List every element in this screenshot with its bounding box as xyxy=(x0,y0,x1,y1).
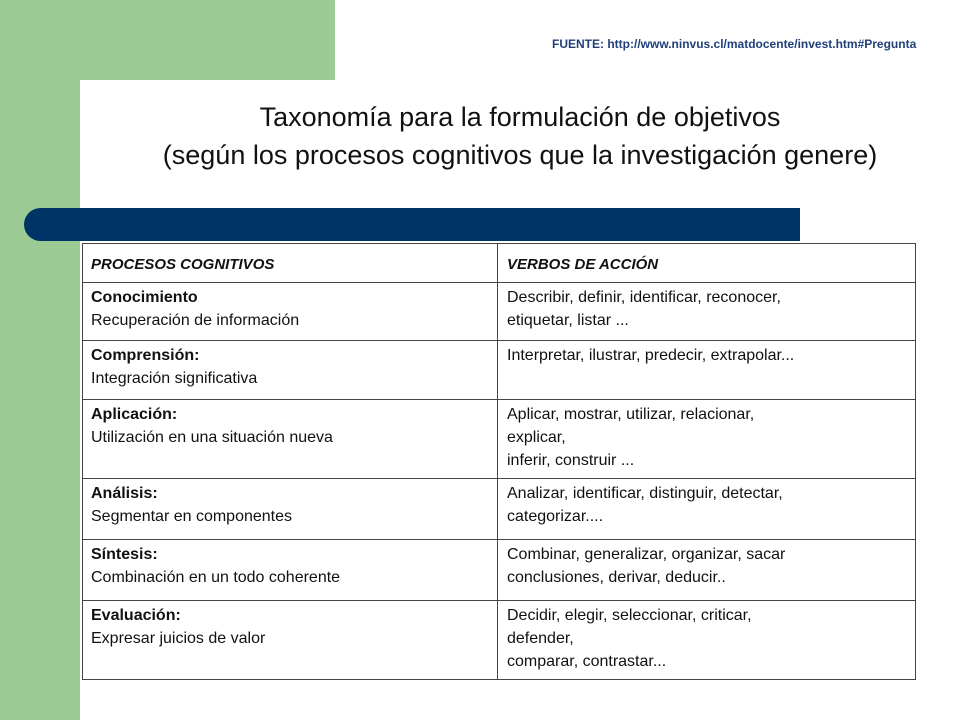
process-description: Segmentar en componentes xyxy=(91,508,293,525)
taxonomy-table xyxy=(82,243,916,680)
process-description: Recuperación de información xyxy=(91,312,300,329)
decorative-green-left-band xyxy=(0,0,80,720)
verbs-line: categorizar.... xyxy=(507,508,604,525)
verbs-line: Decidir, elegir, seleccionar, criticar, xyxy=(507,607,752,624)
verbs-line: conclusiones, derivar, deducir.. xyxy=(507,569,726,586)
header-action-verbs: VERBOS DE ACCIÓN xyxy=(498,244,916,283)
verbs-line: Analizar, identificar, distinguir, detectar, xyxy=(507,485,783,502)
verbs-cell xyxy=(498,479,916,540)
process-description: Utilización en una situación nueva xyxy=(91,429,333,446)
process-name: Análisis: xyxy=(91,485,158,502)
verbs-line: Interpretar, ilustrar, predecir, extrapolar... xyxy=(507,347,795,364)
verbs-line: explicar, xyxy=(507,429,566,446)
decorative-blue-bar xyxy=(24,208,800,241)
process-cell xyxy=(83,341,498,400)
verbs-cell xyxy=(498,283,916,341)
source-reference: FUENTE: http://www.ninvus.cl/matdocente/invest.htm#Pregunta xyxy=(552,37,917,51)
slide-title xyxy=(80,98,960,174)
verbs-line: etiquetar, listar ... xyxy=(507,312,629,329)
process-cell xyxy=(83,283,498,341)
process-cell xyxy=(83,479,498,540)
verbs-line: Combinar, generalizar, organizar, sacar xyxy=(507,546,786,563)
verbs-line: comparar, contrastar... xyxy=(507,653,667,670)
process-description: Expresar juicios de valor xyxy=(91,630,266,647)
table-row xyxy=(83,479,916,540)
table-header-row xyxy=(83,244,916,283)
verbs-line: Aplicar, mostrar, utilizar, relacionar, xyxy=(507,406,755,423)
verbs-cell xyxy=(498,540,916,601)
process-name: Síntesis: xyxy=(91,546,158,563)
verbs-cell xyxy=(498,341,916,400)
process-cell xyxy=(83,601,498,680)
verbs-line: Describir, definir, identificar, reconocer, xyxy=(507,289,781,306)
table-row xyxy=(83,283,916,341)
title-line-2: (según los procesos cognitivos que la investigación genere) xyxy=(162,140,878,170)
process-cell xyxy=(83,400,498,479)
table-row xyxy=(83,341,916,400)
process-name: Comprensión: xyxy=(91,347,200,364)
process-description: Integración significativa xyxy=(91,370,258,387)
table-row xyxy=(83,400,916,479)
verbs-line: inferir, construir ... xyxy=(507,452,635,469)
process-cell xyxy=(83,540,498,601)
process-name: Aplicación: xyxy=(91,406,178,423)
verbs-line: defender, xyxy=(507,630,574,647)
verbs-cell xyxy=(498,400,916,479)
process-name: Conocimiento xyxy=(91,289,198,306)
table-row xyxy=(83,601,916,680)
header-cognitive-processes: PROCESOS COGNITIVOS xyxy=(83,244,498,283)
table-row xyxy=(83,540,916,601)
process-description: Combinación en un todo coherente xyxy=(91,569,341,586)
title-line-1: Taxonomía para la formulación de objetivos xyxy=(259,102,781,132)
verbs-cell xyxy=(498,601,916,680)
process-name: Evaluación: xyxy=(91,607,181,624)
